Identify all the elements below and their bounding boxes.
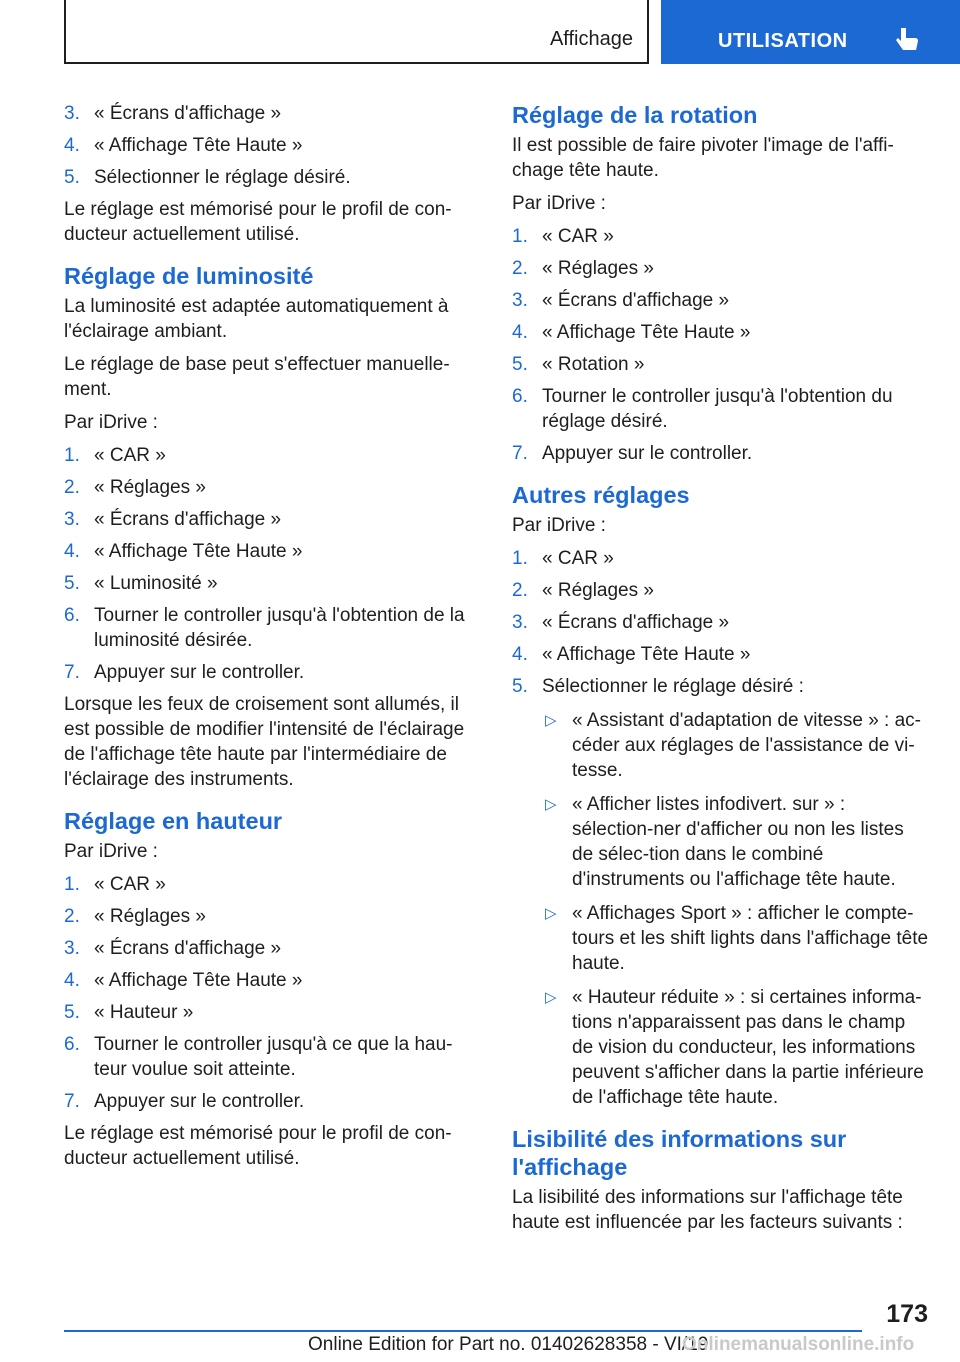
step-text: « Réglages »: [542, 580, 654, 601]
step-text: « Affichage Tête Haute »: [94, 970, 303, 991]
step-number: 3.: [64, 103, 80, 124]
step-number: 7.: [64, 662, 80, 683]
step-text: Tourner le controller jusqu'à ce que la hau‐teur voulue soit atteinte.: [94, 1034, 453, 1080]
section-heading: Autres réglages: [512, 482, 690, 508]
bullet-item: [542, 792, 930, 892]
step-text: Tourner le controller jusqu'à l'obtention du réglage désiré.: [542, 386, 893, 432]
step-number: 1.: [64, 445, 80, 466]
step-number: 1.: [64, 874, 80, 895]
list-item: [512, 642, 930, 667]
other-steps: [512, 546, 930, 1110]
list-item: [512, 546, 930, 571]
triangle-bullet-icon: ▷: [545, 989, 557, 1006]
step-text: « CAR »: [94, 445, 166, 466]
section-heading: Réglage de luminosité: [64, 263, 314, 289]
paragraph: Le réglage est mémorisé pour le profil de con‐ducteur actuellement utilisé.: [64, 1123, 452, 1169]
list-item: [512, 352, 930, 377]
step-text: « Réglages »: [542, 258, 654, 279]
step-text: Appuyer sur le controller.: [94, 1091, 305, 1112]
left-column: [64, 101, 474, 1179]
section-heading: Réglage en hauteur: [64, 808, 283, 834]
bullet-item: [542, 708, 930, 783]
step-number: 7.: [512, 443, 528, 464]
chapter-tab: [661, 0, 960, 64]
step-number: 1.: [512, 226, 528, 247]
step-text: « Écrans d'affichage »: [542, 612, 730, 633]
step-text: « CAR »: [542, 226, 614, 247]
step-text: « Écrans d'affichage »: [542, 290, 730, 311]
list-item: [64, 936, 474, 961]
step-text: « Écrans d'affichage »: [94, 938, 282, 959]
list-item: [64, 1000, 474, 1025]
bullet-text: « Afficher listes infodivert. sur » : sélection‐ner d'afficher ou non les listes de sélec‐tion dans le combiné d'instruments ou l'affichage tête haute.: [572, 794, 904, 890]
bullet-text: « Affichages Sport » : afficher le compte-tours et les shift lights dans l'affichage tête haute.: [572, 903, 929, 974]
bullet-text: « Assistant d'adaptation de vitesse » : ac‐céder aux réglages de l'assistance de vi‐tesse.: [572, 710, 922, 781]
step-number: 2.: [512, 580, 528, 601]
list-item: [64, 1089, 474, 1114]
list-item: [64, 475, 474, 500]
step-text: « Affichage Tête Haute »: [94, 135, 303, 156]
step-number: 2.: [64, 906, 80, 927]
step-text: « CAR »: [94, 874, 166, 895]
step-number: 7.: [64, 1091, 80, 1112]
paragraph: Le réglage de base peut s'effectuer manuelle‐ment.: [64, 354, 450, 400]
header-section-box: [64, 0, 649, 64]
section-heading: Réglage de la rotation: [512, 102, 758, 128]
list-item: [64, 571, 474, 596]
list-item: [512, 384, 930, 434]
watermark: Onlinemanualsonline.info: [682, 1334, 915, 1355]
paragraph: La luminosité est adaptée automatiquement à l'éclairage ambiant.: [64, 296, 449, 342]
step-text: Sélectionner le réglage désiré.: [94, 167, 351, 188]
step-text: « Affichage Tête Haute »: [94, 541, 303, 562]
list-item: [64, 968, 474, 993]
list-item: [64, 539, 474, 564]
triangle-bullet-icon: ▷: [545, 905, 557, 922]
step-number: 3.: [512, 612, 528, 633]
step-text: Appuyer sur le controller.: [542, 443, 753, 464]
triangle-bullet-icon: ▷: [545, 712, 557, 729]
step-number: 5.: [512, 354, 528, 375]
step-number: 6.: [512, 386, 528, 407]
paragraph: Par iDrive :: [64, 412, 158, 433]
rotation-steps: [512, 224, 930, 466]
step-number: 1.: [512, 548, 528, 569]
step-text: « Rotation »: [542, 354, 645, 375]
bullet-text: « Hauteur réduite » : si certaines informa‐tions n'apparaissent pas dans le champ de vision du conducteur, les informations peuvent s'afficher dans la partie inférieure de l'affichage tête haute.: [572, 987, 924, 1108]
step-number: 5.: [512, 676, 528, 697]
step-number: 2.: [64, 477, 80, 498]
list-item: [512, 288, 930, 313]
list-item: [64, 507, 474, 532]
list-item: [512, 674, 930, 1110]
step-number: 4.: [64, 970, 80, 991]
triangle-bullet-icon: ▷: [545, 796, 557, 813]
list-item: [64, 660, 474, 685]
list-item: [64, 1032, 474, 1082]
step-number: 3.: [512, 290, 528, 311]
paragraph: Par iDrive :: [512, 193, 606, 214]
paragraph: Par iDrive :: [512, 515, 606, 536]
step-number: 4.: [64, 541, 80, 562]
step-number: 5.: [64, 1002, 80, 1023]
list-item: [64, 443, 474, 468]
step-number: 4.: [512, 644, 528, 665]
paragraph: Il est possible de faire pivoter l'image de l'affi‐chage tête haute.: [512, 135, 894, 181]
intro-steps: [64, 101, 474, 190]
step-number: 3.: [64, 509, 80, 530]
list-item: [512, 610, 930, 635]
paragraph: Par iDrive :: [64, 841, 158, 862]
footer-divider: [64, 1330, 862, 1332]
step-number: 2.: [512, 258, 528, 279]
list-item: [512, 224, 930, 249]
step-number: 6.: [64, 1034, 80, 1055]
chapter-title: UTILISATION: [718, 30, 848, 52]
step-text: Sélectionner le réglage désiré :: [542, 676, 804, 697]
hand-pointer-icon: [895, 26, 921, 54]
list-item: [64, 101, 474, 126]
list-item: [512, 256, 930, 281]
section-title: Affichage: [549, 28, 633, 50]
section-heading: Lisibilité des informations sur l'affichage: [512, 1126, 847, 1180]
paragraph: Lorsque les feux de croisement sont allumés, il est possible de modifier l'intensité de l'éclairage de l'affichage tête haute par l'intermédiaire de l'éclairage des instruments.: [64, 694, 465, 790]
step-text: « Réglages »: [94, 906, 206, 927]
bullet-item: [542, 985, 930, 1110]
list-item: [64, 165, 474, 190]
step-text: « Affichage Tête Haute »: [542, 644, 751, 665]
step-number: 3.: [64, 938, 80, 959]
step-number: 4.: [512, 322, 528, 343]
brightness-steps: [64, 443, 474, 685]
step-number: 5.: [64, 167, 80, 188]
step-text: « Luminosité »: [94, 573, 218, 594]
paragraph: Le réglage est mémorisé pour le profil de con‐ducteur actuellement utilisé.: [64, 199, 452, 245]
list-item: [64, 133, 474, 158]
step-text: « CAR »: [542, 548, 614, 569]
list-item: [64, 872, 474, 897]
step-text: Tourner le controller jusqu'à l'obtention de la luminosité désirée.: [94, 605, 465, 651]
paragraph: La lisibilité des informations sur l'affichage tête haute est influencée par les facteurs suivants :: [512, 1187, 903, 1233]
step-text: « Hauteur »: [94, 1002, 194, 1023]
bullet-list: [542, 708, 930, 1110]
list-item: [512, 441, 930, 466]
height-steps: [64, 872, 474, 1114]
step-text: « Réglages »: [94, 477, 206, 498]
step-text: Appuyer sur le controller.: [94, 662, 305, 683]
edition-text: Online Edition for Part no. 01402628358 - VI/19: [308, 1334, 709, 1355]
right-column: [512, 101, 930, 1243]
bullet-item: [542, 901, 930, 976]
list-item: [512, 320, 930, 345]
step-text: « Affichage Tête Haute »: [542, 322, 751, 343]
step-number: 5.: [64, 573, 80, 594]
step-text: « Écrans d'affichage »: [94, 103, 282, 124]
list-item: [512, 578, 930, 603]
step-number: 4.: [64, 135, 80, 156]
step-text: « Écrans d'affichage »: [94, 509, 282, 530]
list-item: [64, 904, 474, 929]
list-item: [64, 603, 474, 653]
page-number: 173: [886, 1300, 928, 1328]
step-number: 6.: [64, 605, 80, 626]
